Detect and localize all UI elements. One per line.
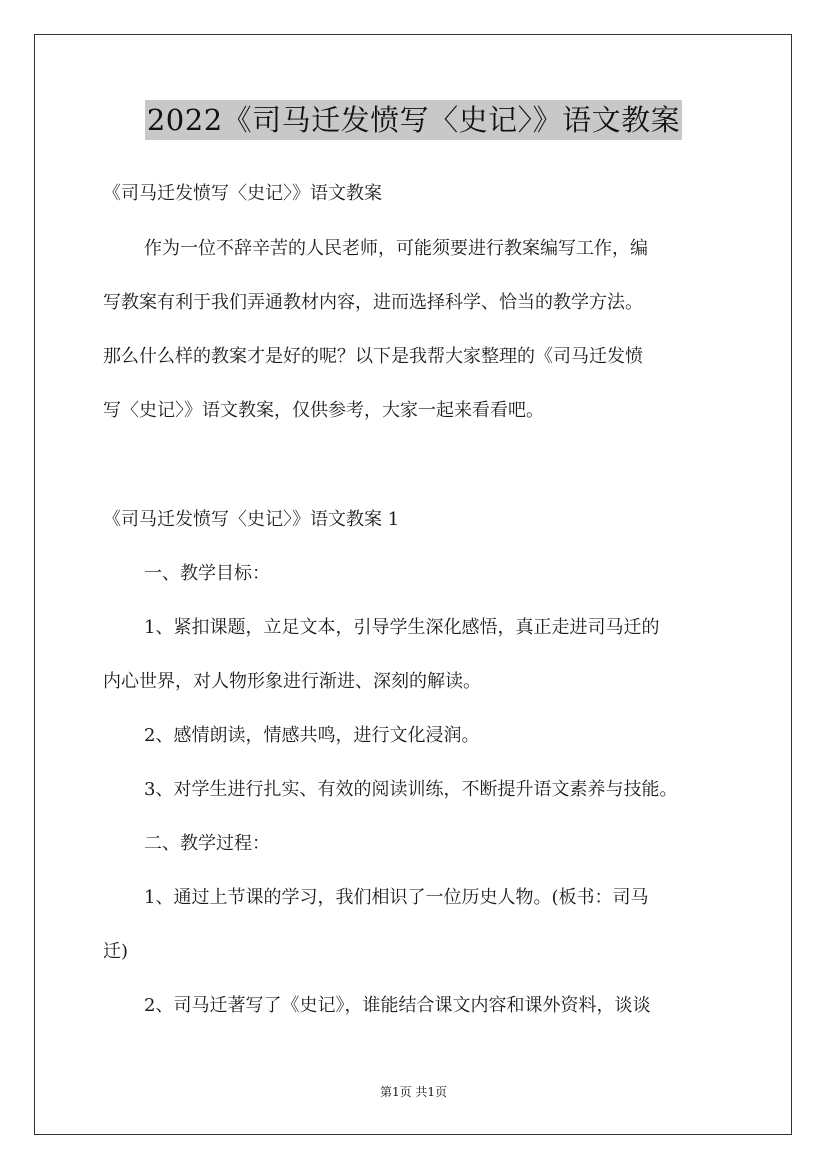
body-line: 写〈史记〉》语文教案，仅供参考，大家一起来看看吧。 [103, 400, 544, 421]
body-line: 那么什么样的教案才是好的呢？以下是我帮大家整理的《司马迁发愤 [103, 346, 643, 367]
body-line: 1、紧扣课题，立足文本，引导学生深化感悟，真正走进司马迁的 [144, 617, 660, 638]
body-line: 迁) [103, 941, 129, 962]
body-line: 写教案有利于我们弄通教材内容，进而选择科学、恰当的教学方法。 [103, 292, 643, 313]
body-line: 作为一位不辞辛苦的人民老师，可能须要进行教案编写工作，编 [144, 238, 648, 259]
body-line: 二、教学过程： [144, 833, 270, 854]
body-line: 内心世界，对人物形象进行渐进、深刻的解读。 [103, 671, 481, 692]
body-line: 1、通过上节课的学习，我们相识了一位历史人物。(板书：司马 [144, 887, 649, 908]
page-footer: 第1页 共1页 [379, 1085, 448, 1099]
title-container [0, 100, 827, 140]
section-heading: 《司马迁发愤写〈史记〉》语文教案 1 [103, 509, 400, 530]
body-line: 2、感情朗读，情感共鸣，进行文化浸润。 [144, 725, 480, 746]
body-line: 一、教学目标： [144, 563, 270, 584]
body-line: 3、对学生进行扎实、有效的阅读训练，不断提升语文素养与技能。 [144, 779, 678, 800]
document-title: 2022《司马迁发愤写〈史记〉》语文教案 [145, 100, 682, 140]
body-line: 2、司马迁著写了《史记》，谁能结合课文内容和课外资料，谈谈 [144, 995, 651, 1016]
subtitle-line: 《司马迁发愤写〈史记〉》语文教案 [103, 183, 382, 204]
